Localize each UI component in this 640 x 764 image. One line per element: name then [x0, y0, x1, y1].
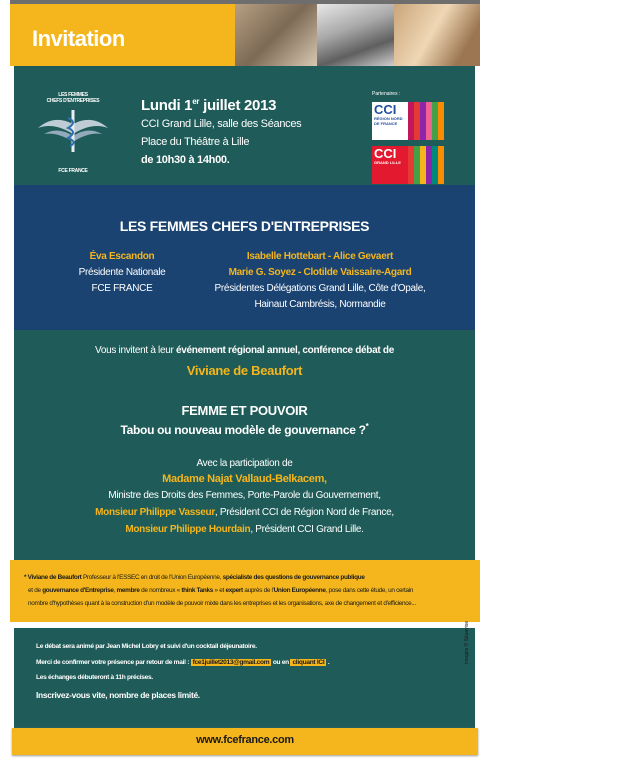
cci-grand-lille-sub: GRAND LILLE [374, 160, 401, 165]
logo-stripe [438, 146, 444, 184]
photo-woman-1 [235, 4, 317, 66]
click-here-button[interactable]: cliquant ICI [292, 659, 325, 666]
header-photos [235, 4, 480, 66]
cci-region-sub: RÉGION NORD DE FRANCE [374, 116, 403, 126]
partners-label: Partenaires : [372, 91, 401, 97]
cci-grand-lille-stripes [408, 146, 444, 184]
invite-line: Vous invitent à leur événement régional annuel, conférence débat de [95, 345, 394, 356]
invite-topic-2: Tabou ou nouveau modèle de gouvernance ?* [120, 422, 369, 437]
photo-woman-2 [394, 4, 480, 66]
footer-line-2: Merci de confirmer votre présence par retour de mail : fce1juillet2013@gmail.com ou en cliquant ICI . [36, 659, 330, 666]
cci-region-name: CCI [374, 102, 397, 117]
cci-region-logo [372, 102, 444, 140]
invite-with: Avec la participation de [196, 458, 293, 469]
guest-1-name: Madame Najat Vallaud-Belkacem, [162, 473, 327, 485]
logo-stripe [438, 102, 444, 140]
org-right-names-2: Marie G. Soyez - Clotilde Vaissaire-Agard [228, 267, 412, 278]
event-date: Lundi 1er juillet 2013 [141, 97, 277, 114]
event-time: de 10h30 à 14h00. [141, 154, 230, 166]
org-left-role-2: FCE FRANCE [91, 283, 153, 294]
email-link[interactable]: fce1juillet2013@gmail.com [192, 659, 270, 666]
image-credit: images © Sépavise [464, 620, 470, 664]
header-banner [10, 4, 235, 66]
org-right-role-1: Présidentes Délégations Grand Lille, Côte d'Opale, [214, 283, 426, 294]
logo-line-2: CHEFS D'ENTREPRISES [46, 98, 100, 104]
cci-grand-lille-name: CCI [374, 146, 397, 161]
website-link[interactable]: www.fcefrance.com [196, 734, 294, 746]
guest-1-role: Ministre des Droits des Femmes, Porte-Parole du Gouvernement, [108, 490, 381, 501]
org-left-name: Éva Escandon [89, 251, 155, 262]
org-right-names-1: Isabelle Hottebart - Alice Gevaert [246, 251, 394, 262]
guest-3: Monsieur Philippe Hourdain, Président CCI Grand Lille. [125, 524, 364, 535]
invite-topic-1: FEMME ET POUVOIR [181, 403, 308, 418]
org-left-role-1: Présidente Nationale [78, 267, 166, 278]
invite-speaker: Viviane de Beaufort [186, 363, 303, 378]
note-line-3: nombre d'hypothèses quant à la construction d'un modèle de pouvoir mixte dans les entreprises et les organisations, axe de changement et d'efficience... [28, 600, 416, 607]
photo-office [317, 4, 394, 66]
note-line-2: et de gouvernance d'Entreprise, membre de nombreux « think Tanks » et expert auprès de l'Union Européenne, pose dans cette étude, un certain [28, 587, 414, 594]
guest-2: Monsieur Philippe Vasseur, Président CCI de Région Nord de France, [95, 507, 394, 518]
footer-line-1: Le débat sera animé par Jean Michel Lobry et suivi d'un cocktail déjeunatoire. [36, 643, 257, 650]
event-place-1: CCI Grand Lille, salle des Séances [141, 118, 302, 130]
event-place-2: Place du Théâtre à Lille [141, 136, 250, 148]
org-right-role-2: Hainaut Cambrésis, Normandie [254, 299, 386, 310]
footer-line-4: Inscrivez-vous vite, nombre de places limité. [36, 690, 200, 700]
cci-region-stripes [408, 102, 444, 140]
cci-grand-lille-logo [372, 146, 444, 184]
logo-bottom: FCE FRANCE [58, 168, 88, 174]
logo-line-1: LES FEMMES [58, 92, 88, 98]
header-title: Invitation [32, 26, 125, 51]
org-title: LES FEMMES CHEFS D'ENTREPRISES [119, 218, 370, 234]
note-line-1: * Viviane de Beaufort Professeur à l'ESSEC en droit de l'Union Européenne, spécialiste des questions de gouvernance publique [24, 574, 365, 581]
footer-line-3: Les échanges débuteront à 11h précises. [36, 674, 153, 681]
